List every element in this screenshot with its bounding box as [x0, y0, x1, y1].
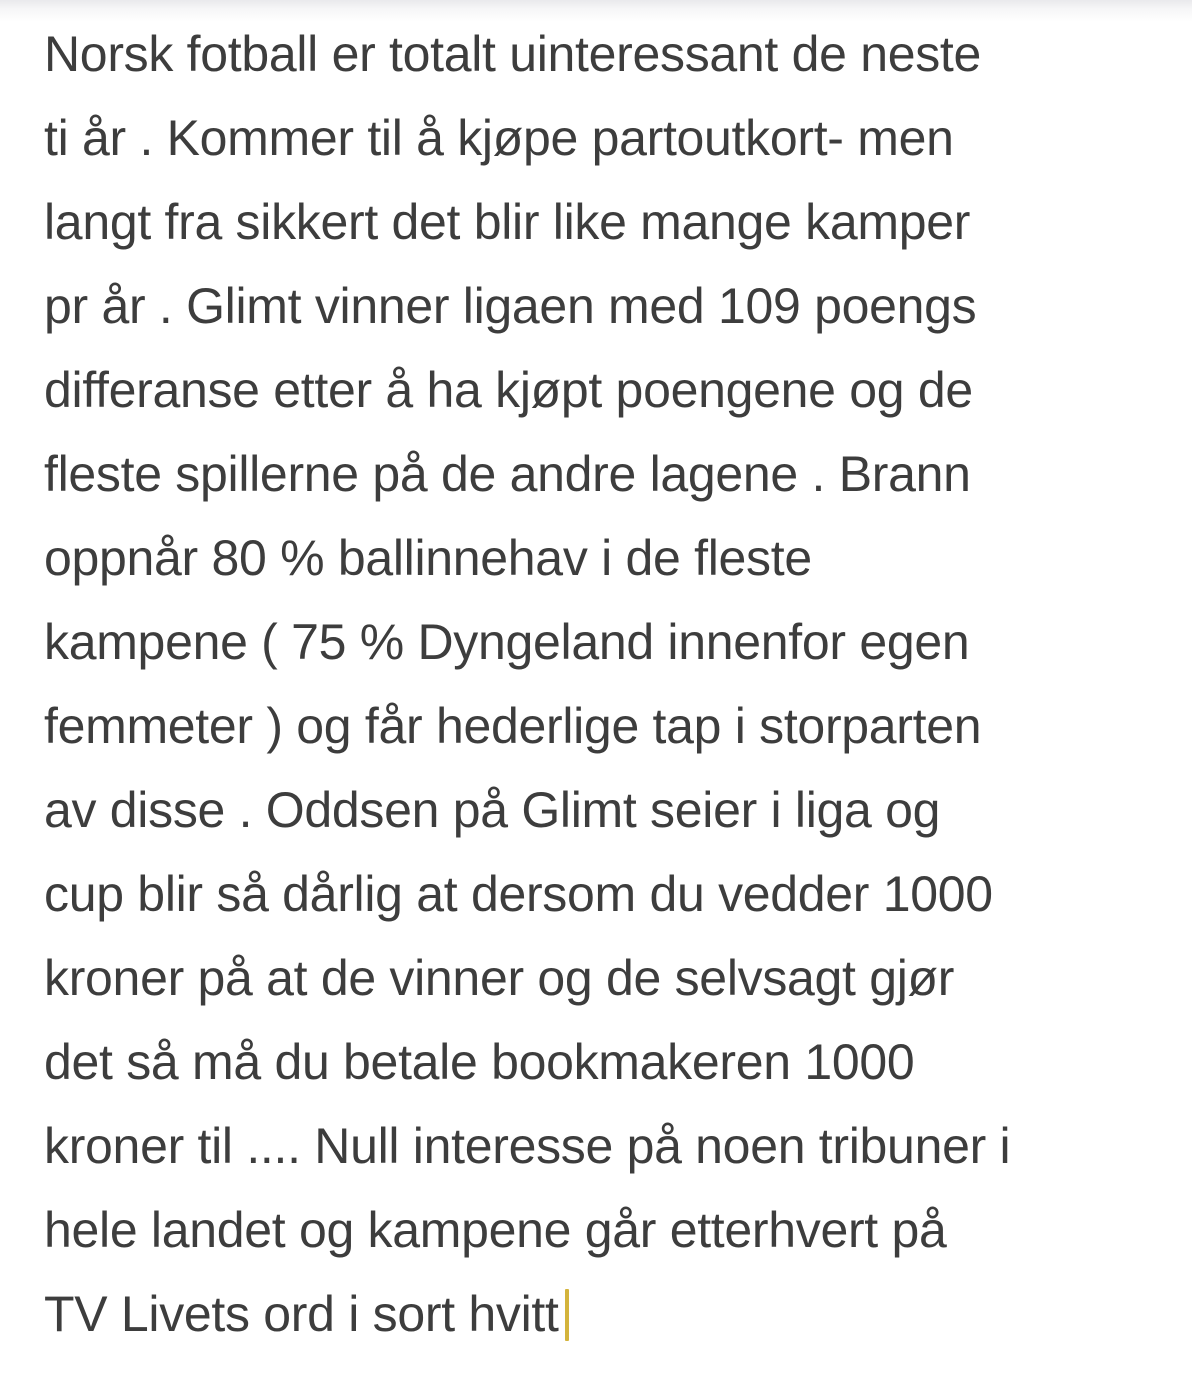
- note-line: pr år . Glimt vinner ligaen med 109 poengs: [44, 278, 977, 334]
- note-line: fleste spillerne på de andre lagene . Brann: [44, 446, 971, 502]
- note-line: Norsk fotball er totalt uinteressant de neste: [44, 26, 982, 82]
- note-line-last: [44, 1272, 1184, 1356]
- note-line: oppnår 80 % ballinnehav i de fleste: [44, 530, 812, 586]
- note-line: langt fra sikkert det blir like mange kamper: [44, 194, 971, 250]
- note-line: differanse etter å ha kjøpt poengene og de: [44, 362, 973, 418]
- note-line: hele landet og kampene går etterhvert på: [44, 1202, 947, 1258]
- note-line: det så må du betale bookmakeren 1000: [44, 1034, 915, 1090]
- note-line: kampene ( 75 % Dyngeland innenfor egen: [44, 614, 970, 670]
- note-line: ti år . Kommer til å kjøpe partoutkort- men: [44, 110, 954, 166]
- note-line-last-text: TV Livets ord i sort hvitt: [44, 1286, 559, 1342]
- note-line: cup blir så dårlig at dersom du vedder 1000: [44, 866, 993, 922]
- note-line: femmeter ) og får hederlige tap i storparten: [44, 698, 982, 754]
- note-text-editor[interactable]: [44, 12, 1184, 1356]
- note-line: kroner på at de vinner og de selvsagt gjør: [44, 950, 955, 1006]
- note-line: av disse . Oddsen på Glimt seier i liga og: [44, 782, 941, 838]
- text-cursor: [565, 1289, 569, 1341]
- note-line: kroner til .... Null interesse på noen tribuner i: [44, 1118, 1011, 1174]
